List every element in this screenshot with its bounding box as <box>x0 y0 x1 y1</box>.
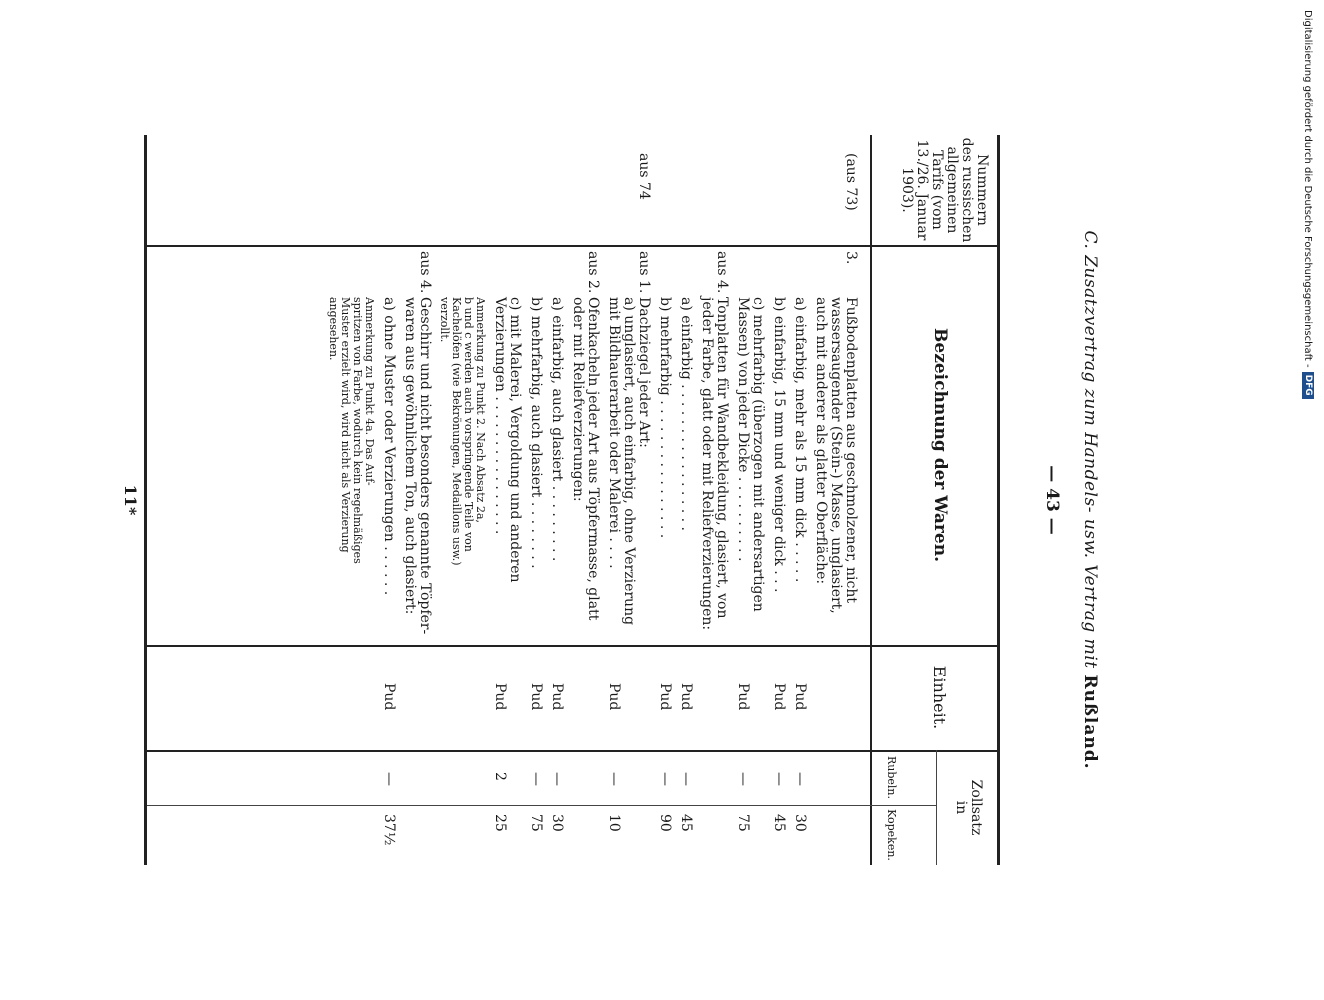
position-number: 3. <box>843 251 859 265</box>
goods-description: c) mit Malerei, Vergoldung und anderen Verzierungen . . . . . . . . . . . . . . . . <box>492 297 523 583</box>
rubles-value: 2 <box>492 772 508 781</box>
unit: Pud <box>381 683 397 711</box>
digitization-credit <box>1295 10 1324 400</box>
goods-description: a) einfarbig, mehr als 15 mm dick . . . . . <box>792 297 808 583</box>
unit: Pud <box>549 683 565 711</box>
header-unit: Einheit. <box>930 665 949 730</box>
header-goods: Bezeichnung der Waren. <box>930 328 950 562</box>
running-title-prefix: C. Zusatzvertrag zum Handels- usw. Vertrag mit <box>1080 230 1100 669</box>
kopeks-value: 25 <box>492 814 508 832</box>
kopeks-value: 75 <box>735 814 751 832</box>
rubles-value: — <box>381 772 397 786</box>
unit: Pud <box>678 683 694 711</box>
goods-description: a) einfarbig . . . . . . . . . . . . . . . . . <box>678 297 694 531</box>
goods-description: Anmerkung zu Punkt 2. Nach Absatz 2a, b und c werden auch vorspringende Teile von Kachelöfen (wie Bekrönungen, Medaillons usw.) verzollt. <box>438 297 487 566</box>
header-duty: Zollsatz in <box>953 779 984 836</box>
rub-kop-divider <box>147 805 937 806</box>
credit-text: Digitalisierung gefördert durch die Deutsche Forschungsgemeinschaft - <box>1302 10 1314 368</box>
kopeks-value: 45 <box>771 814 787 832</box>
kopeks-value: 30 <box>549 814 565 832</box>
tariff-number: aus 74 <box>636 153 652 200</box>
position-number: aus 4. <box>417 251 433 294</box>
unit: Pud <box>792 683 808 711</box>
header-rubles: Rubeln. <box>885 755 898 800</box>
kopeks-value: 90 <box>657 814 673 832</box>
rubles-value: — <box>528 772 544 786</box>
goods-description: b) mehrfarbig . . . . . . . . . . . . . . . . <box>657 297 673 539</box>
unit: Pud <box>771 683 787 711</box>
rubles-value: — <box>657 772 673 786</box>
goods-description: a) ohne Muster oder Verzierungen . . . . . . <box>381 297 397 596</box>
goods-description: Ofenkacheln jeder Art aus Töpfermasse, glatt oder mit Reliefverzierungen: <box>570 297 601 621</box>
rubles-value: — <box>792 772 808 786</box>
position-number: aus 2. <box>585 251 601 294</box>
goods-description: c) mehrfarbig (überzogen mit andersartigen Massen) von jeder Dicke . . . . . . . . . . <box>735 297 766 612</box>
unit: Pud <box>528 683 544 711</box>
goods-description: Tonplatten für Wandbekleidung, glasiert, von jeder Farbe, glatt oder mit Reliefverzierungen: <box>699 297 730 631</box>
header-kopeks: Kopeken. <box>885 809 898 861</box>
goods-description: a) einfarbig, auch glasiert . . . . . . . . . <box>549 297 565 562</box>
rubles-value: — <box>549 772 565 786</box>
tariff-table <box>144 135 1000 865</box>
kopeks-value: 75 <box>528 814 544 832</box>
rubles-value: — <box>606 772 622 786</box>
running-title-country: Rußland. <box>1080 674 1100 770</box>
unit: Pud <box>606 683 622 711</box>
goods-description: b) mehrfarbig, auch glasiert . . . . . . . . <box>528 297 544 569</box>
zollsatz-subheader-divider <box>936 750 937 865</box>
header-divider <box>870 135 872 865</box>
goods-description: Dachziegel jeder Art: a) unglasiert, auch einfarbig, ohne Verzierung mit Bildhauerarbeit oder Malerei . . . . <box>606 297 652 626</box>
rubles-value: — <box>771 772 787 786</box>
unit: Pud <box>657 683 673 711</box>
unit: Pud <box>492 683 508 711</box>
rubles-value: — <box>735 772 751 786</box>
rubles-value: — <box>678 772 694 786</box>
page-number: — 43 — <box>1042 465 1062 535</box>
dfg-logo: DFG <box>1302 372 1314 399</box>
goods-description: Anmerkung zu Punkt 4a. Das Auf- spritzen von Farbe, wodurch kein regelmäßiges Muster erzielt wird, wird nicht als Verzierung angesehen. <box>327 297 376 564</box>
goods-description: Fußbodenplatten aus geschmolzener, nicht wassersaugender (Stein-) Masse, unglasiert, auch mit anderer als glatter Oberfläche: <box>813 297 859 614</box>
sheet-signature: 11* <box>121 484 140 516</box>
header-tariff-number: Nummern des russischen allgemeinen Tarifs (vom 13./26. Januar 1903). <box>899 137 990 243</box>
kopeks-value: 10 <box>606 814 622 832</box>
kopeks-value: 45 <box>678 814 694 832</box>
document-page <box>90 0 1100 1000</box>
unit: Pud <box>735 683 751 711</box>
tariff-number: (aus 73) <box>843 153 859 211</box>
position-number: aus 4. <box>714 251 730 294</box>
running-title <box>1080 60 1100 940</box>
kopeks-value: 30 <box>792 814 808 832</box>
goods-description: b) einfarbig, 15 mm und weniger dick . . . <box>771 297 787 593</box>
goods-description: Geschirr und nicht besonders genannte Töpfer- waren aus gewöhnlichem Ton, auch glasiert: <box>402 297 433 635</box>
position-number: aus 1. <box>636 251 652 294</box>
kopeks-value: 37½ <box>381 814 397 846</box>
